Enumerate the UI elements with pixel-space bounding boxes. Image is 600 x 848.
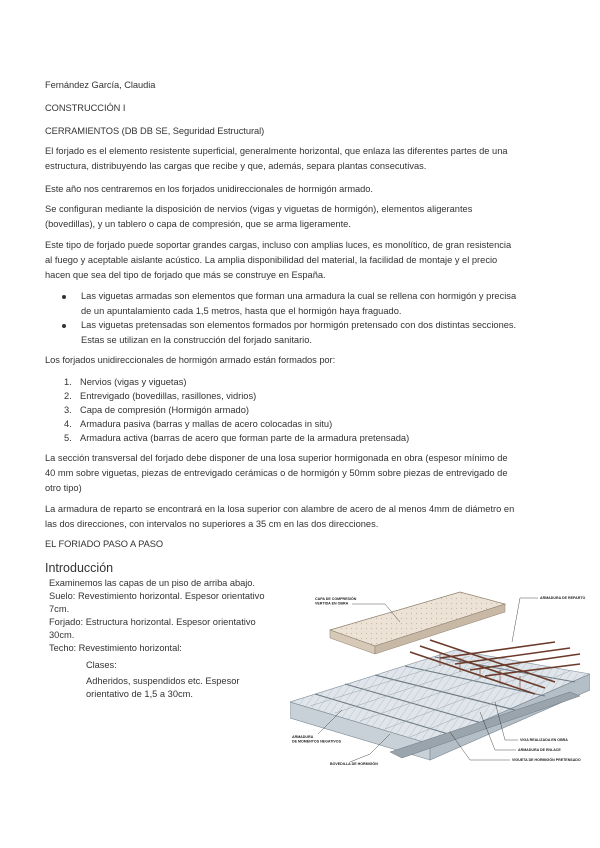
suelo-entry — [49, 590, 285, 616]
text-line: Las viguetas armadas son elementos que forman una armadura la cual se rellena con hormigón y precisa — [81, 291, 517, 301]
bullet-text — [81, 318, 536, 348]
list-number: 1. — [64, 377, 72, 387]
text-line: El forjado es el elemento resistente superficial, generalmente horizontal, que enlaza las diferentes partes de una — [45, 146, 508, 156]
label-reparto: ARMADURA DE REPARTO — [540, 596, 586, 600]
text-line: 30cm. — [49, 630, 75, 640]
list-text: Nervios (vigas y viguetas) — [80, 377, 187, 387]
text-line: de un apuntalamiento cada 1,5 metros, hasta que el hormigón haya fraguado. — [81, 306, 402, 316]
paragraph-configuration — [45, 202, 536, 232]
bullet-item — [62, 318, 536, 348]
text-line: otro tipo) — [45, 483, 82, 493]
list-intro: Los forjados unidireccionales de hormigón armado están formados por: — [45, 355, 336, 365]
text-line: La sección transversal del forjado debe disponer de una losa superior hormigonada en obra (espesor mínimo de — [45, 453, 508, 463]
bullet-text — [81, 289, 536, 319]
text-line: Este tipo de forjado puede soportar grandes cargas, incluso con amplias luces, es monolítico, de gran resistencia — [45, 240, 512, 250]
text-line: 40 mm sobre viguetas, piezas de entrevigado cerámicas o de hormigón y 50mm sobre piezas de entrevigado de — [45, 468, 508, 478]
text-line: orientativo de 1,5 a 30cm. — [86, 689, 193, 699]
list-item — [64, 389, 256, 403]
list-text: Armadura activa (barras de acero que forman parte de la armadura pretensada) — [80, 433, 410, 443]
text-line: 7cm. — [49, 604, 70, 614]
text-line: al fuego y aceptable aislante acústico. La amplia disponibilidad del material, la facilidad de montaje y el precio — [45, 255, 498, 265]
text-line: estructura, distribuyendo las cargas que recibe y que, además, separa plantas consecutivas. — [45, 161, 427, 171]
text-line: La armadura de reparto se encontrará en la losa superior con alambre de acero de al menos 4mm de diámetro en — [45, 504, 515, 514]
paragraph-section — [45, 451, 536, 496]
list-item — [64, 417, 332, 431]
label-enlace: ARMADURA DE ENLACE — [518, 748, 561, 752]
list-item — [64, 403, 249, 417]
techo-entry: Techo: Revestimiento horizontal: — [49, 643, 182, 653]
label-negativos-2: DE MOMENTOS NEGATIVOS — [292, 739, 341, 744]
forjado-entry — [49, 616, 285, 642]
label-bovedilla: BOVEDILLA DE HORMIGÓN — [330, 762, 378, 766]
author-name: Fernández García, Claudia — [45, 80, 156, 90]
paragraph-definition — [45, 144, 536, 174]
label-vigueta: VIGUETA DE HORMIGÓN PRETENSADO — [512, 758, 581, 762]
intro-heading: Introducción — [45, 561, 114, 575]
text-line: hacen que sea del tipo de forjado que más se construye en España. — [45, 270, 326, 280]
list-text: Armadura pasiva (barras y mallas de acero colocadas in situ) — [80, 419, 333, 429]
list-number: 2. — [64, 391, 72, 401]
text-line: (bovedillas), y un tablero o capa de compresión, que se arma ligeramente. — [45, 219, 351, 229]
text-line: Suelo: Revestimiento horizontal. Espesor orientativo — [49, 591, 265, 601]
clases-label: Clases: — [86, 660, 117, 670]
text-line: Estas se utilizan en la construcción del forjado sanitario. — [81, 335, 312, 345]
text-line: Las viguetas pretensadas son elementos formados por hormigón pretensado con dos distintas secciones. — [81, 320, 517, 330]
list-text: Entrevigado (bovedillas, rasillones, vidrios) — [80, 391, 257, 401]
section-title: CERRAMIENTOS (DB DB SE, Seguridad Estructural) — [45, 126, 265, 136]
bullet-item — [62, 289, 536, 319]
label-capa-2: VERTIDA EN OBRA — [315, 601, 349, 606]
label-negativos: ARMADURA — [292, 735, 314, 739]
list-item — [64, 431, 409, 445]
list-number: 4. — [64, 419, 72, 429]
label-capa: CAPA DE COMPRESIÓN — [315, 597, 357, 601]
paragraph-reinforcement — [45, 502, 536, 532]
paragraph-focus: Este año nos centraremos en los forjados unidireccionales de hormigón armado. — [45, 184, 373, 194]
list-number: 5. — [64, 433, 72, 443]
label-viga: VIGA REALIZADA EN OBRA — [520, 738, 568, 742]
paragraph-properties — [45, 238, 536, 283]
bullet-icon — [62, 324, 66, 328]
course-title: CONSTRUCCIÓN I — [45, 103, 126, 113]
intro-lead: Examinemos las capas de un piso de arriba abajo. — [49, 578, 255, 588]
forjado-diagram — [290, 582, 590, 770]
text-line: Adheridos, suspendidos etc. Espesor — [86, 676, 240, 686]
list-text: Capa de compresión (Hormigón armado) — [80, 405, 249, 415]
step-title: EL FORIADO PASO A PASO — [45, 539, 164, 549]
bullet-icon — [62, 295, 66, 299]
adheridos-entry — [86, 675, 285, 701]
list-number: 3. — [64, 405, 72, 415]
text-line: Se configuran mediante la disposición de nervios (vigas y viguetas de hormigón), elementos aligerantes — [45, 204, 473, 214]
list-item — [64, 375, 186, 389]
text-line: las dos direcciones, con intervalos no superiores a 35 cm en las dos direcciones. — [45, 519, 379, 529]
text-line: Forjado: Estructura horizontal. Espesor orientativo — [49, 617, 256, 627]
